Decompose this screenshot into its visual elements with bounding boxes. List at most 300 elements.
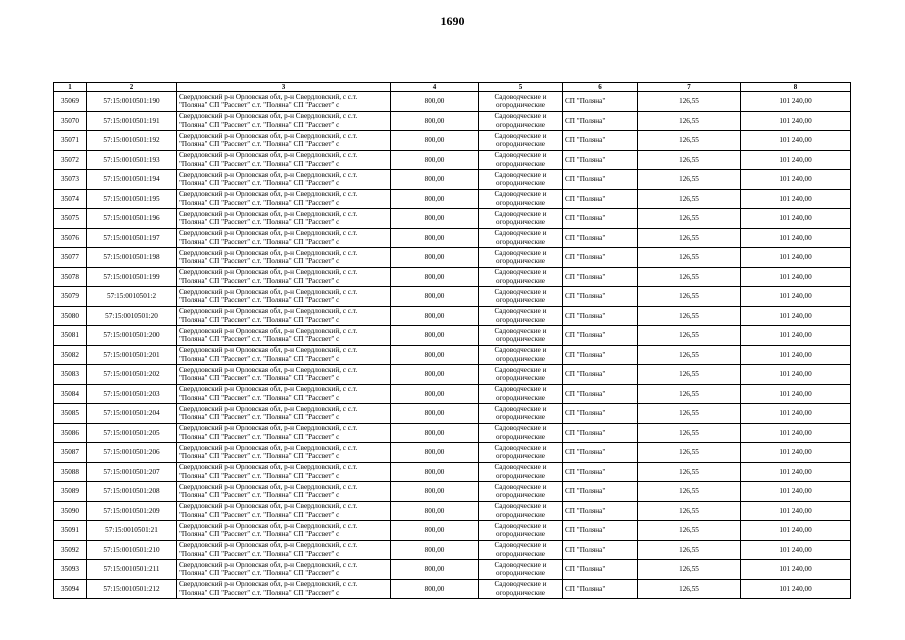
- address-line-2: "Поляна" СП "Рассвет" с.т. "Поляна" СП "Рассвет" с: [179, 120, 340, 129]
- address-cell: [177, 521, 391, 541]
- address-line-1: Свердловский р-н Орловская обл, р-н Свердловский, с с.т.: [179, 521, 358, 530]
- cadastral-number: 57:15:0010501:205: [87, 423, 177, 443]
- land-use-cell: [479, 267, 563, 287]
- land-use-cell: [479, 228, 563, 248]
- address-line-1: Свердловский р-н Орловская обл, р-н Свердловский, с с.т.: [179, 502, 358, 511]
- table-row: [54, 365, 851, 385]
- address-line-1: Свердловский р-н Орловская обл, р-н Свердловский, с с.т.: [179, 326, 358, 335]
- address-line-2: "Поляна" СП "Рассвет" с.т. "Поляна" СП "Рассвет" с: [179, 179, 340, 188]
- area-cell: 800,00: [391, 462, 479, 482]
- address-line-2: "Поляна" СП "Рассвет" с.т. "Поляна" СП "Рассвет" с: [179, 237, 340, 246]
- land-use-line-2: огороднические: [496, 198, 545, 207]
- cadastral-number: 57:15:0010501:196: [87, 209, 177, 229]
- land-use-line-1: Садоводческие и: [494, 92, 547, 101]
- land-use-cell: [479, 443, 563, 463]
- cadastral-number: 57:15:0010501:194: [87, 170, 177, 190]
- land-use-line-1: Садоводческие и: [494, 151, 547, 160]
- land-use-line-1: Садоводческие и: [494, 502, 547, 511]
- area-cell: 800,00: [391, 92, 479, 112]
- table-row: [54, 150, 851, 170]
- specific-value-cell: 126,55: [638, 170, 741, 190]
- land-use-line-1: Садоводческие и: [494, 326, 547, 335]
- owner-cell: СП "Поляна": [563, 345, 638, 365]
- owner-cell: СП "Поляна": [563, 579, 638, 599]
- address-cell: [177, 501, 391, 521]
- land-use-cell: [479, 384, 563, 404]
- owner-cell: СП "Поляна": [563, 326, 638, 346]
- row-number: 35085: [54, 404, 87, 424]
- cadastral-cost-cell: 101 240,00: [741, 443, 851, 463]
- specific-value-cell: 126,55: [638, 540, 741, 560]
- specific-value-cell: 126,55: [638, 462, 741, 482]
- cadastral-number: 57:15:0010501:193: [87, 150, 177, 170]
- address-line-1: Свердловский р-н Орловская обл, р-н Свердловский, с с.т.: [179, 463, 358, 472]
- cadastral-cost-cell: 101 240,00: [741, 111, 851, 131]
- address-line-1: Свердловский р-н Орловская обл, р-н Свердловский, с с.т.: [179, 268, 358, 277]
- land-use-line-1: Садоводческие и: [494, 404, 547, 413]
- row-number: 35089: [54, 482, 87, 502]
- land-use-line-2: огороднические: [496, 374, 545, 383]
- row-number: 35079: [54, 287, 87, 307]
- address-cell: [177, 248, 391, 268]
- land-use-line-1: Садоводческие и: [494, 209, 547, 218]
- land-use-cell: [479, 131, 563, 151]
- address-line-2: "Поляна" СП "Рассвет" с.т. "Поляна" СП "Рассвет" с: [179, 491, 340, 500]
- row-number: 35090: [54, 501, 87, 521]
- specific-value-cell: 126,55: [638, 111, 741, 131]
- land-use-cell: [479, 92, 563, 112]
- cadastral-number: 57:15:0010501:208: [87, 482, 177, 502]
- land-use-cell: [479, 189, 563, 209]
- row-number: 35092: [54, 540, 87, 560]
- cadastral-cost-cell: 101 240,00: [741, 384, 851, 404]
- table-row: [54, 404, 851, 424]
- row-number: 35076: [54, 228, 87, 248]
- table-row: [54, 228, 851, 248]
- column-header: 3: [177, 83, 391, 92]
- address-line-1: Свердловский р-н Орловская обл, р-н Свердловский, с с.т.: [179, 229, 358, 238]
- cadastral-cost-cell: 101 240,00: [741, 540, 851, 560]
- row-number: 35077: [54, 248, 87, 268]
- area-cell: 800,00: [391, 482, 479, 502]
- land-use-line-2: огороднические: [496, 120, 545, 129]
- address-line-1: Свердловский р-н Орловская обл, р-н Свердловский, с с.т.: [179, 443, 358, 452]
- land-register-table: [53, 82, 851, 599]
- address-cell: [177, 560, 391, 580]
- cadastral-number: 57:15:0010501:2: [87, 287, 177, 307]
- address-cell: [177, 345, 391, 365]
- address-line-2: "Поляна" СП "Рассвет" с.т. "Поляна" СП "Рассвет" с: [179, 354, 340, 363]
- land-use-line-1: Садоводческие и: [494, 268, 547, 277]
- cadastral-cost-cell: 101 240,00: [741, 462, 851, 482]
- owner-cell: СП "Поляна": [563, 404, 638, 424]
- address-line-1: Свердловский р-н Орловская обл, р-н Свердловский, с с.т.: [179, 424, 358, 433]
- land-use-line-1: Садоводческие и: [494, 131, 547, 140]
- owner-cell: СП "Поляна": [563, 384, 638, 404]
- area-cell: 800,00: [391, 287, 479, 307]
- address-line-1: Свердловский р-н Орловская обл, р-н Свердловский, с с.т.: [179, 385, 358, 394]
- cadastral-number: 57:15:0010501:190: [87, 92, 177, 112]
- cadastral-number: 57:15:0010501:210: [87, 540, 177, 560]
- table-row: [54, 267, 851, 287]
- land-use-line-1: Садоводческие и: [494, 463, 547, 472]
- address-cell: [177, 462, 391, 482]
- land-use-cell: [479, 248, 563, 268]
- owner-cell: СП "Поляна": [563, 111, 638, 131]
- land-use-line-2: огороднические: [496, 140, 545, 149]
- specific-value-cell: 126,55: [638, 579, 741, 599]
- address-line-2: "Поляна" СП "Рассвет" с.т. "Поляна" СП "Рассвет" с: [179, 471, 340, 480]
- table-row: [54, 560, 851, 580]
- address-line-1: Свердловский р-н Орловская обл, р-н Свердловский, с с.т.: [179, 92, 358, 101]
- address-cell: [177, 267, 391, 287]
- address-cell: [177, 579, 391, 599]
- row-number: 35074: [54, 189, 87, 209]
- cadastral-cost-cell: 101 240,00: [741, 189, 851, 209]
- cadastral-cost-cell: 101 240,00: [741, 365, 851, 385]
- area-cell: 800,00: [391, 267, 479, 287]
- cadastral-cost-cell: 101 240,00: [741, 404, 851, 424]
- cadastral-cost-cell: 101 240,00: [741, 501, 851, 521]
- address-line-1: Свердловский р-н Орловская обл, р-н Свердловский, с с.т.: [179, 131, 358, 140]
- land-use-line-1: Садоводческие и: [494, 385, 547, 394]
- specific-value-cell: 126,55: [638, 267, 741, 287]
- address-line-2: "Поляна" СП "Рассвет" с.т. "Поляна" СП "Рассвет" с: [179, 588, 340, 597]
- land-use-line-2: огороднические: [496, 413, 545, 422]
- address-cell: [177, 287, 391, 307]
- land-use-line-1: Садоводческие и: [494, 190, 547, 199]
- area-cell: 800,00: [391, 209, 479, 229]
- cadastral-number: 57:15:0010501:209: [87, 501, 177, 521]
- address-line-2: "Поляна" СП "Рассвет" с.т. "Поляна" СП "Рассвет" с: [179, 335, 340, 344]
- land-use-line-1: Садоводческие и: [494, 541, 547, 550]
- address-line-1: Свердловский р-н Орловская обл, р-н Свердловский, с с.т.: [179, 190, 358, 199]
- column-header: 6: [563, 83, 638, 92]
- row-number: 35072: [54, 150, 87, 170]
- specific-value-cell: 126,55: [638, 384, 741, 404]
- land-use-line-2: огороднические: [496, 432, 545, 441]
- address-line-1: Свердловский р-н Орловская обл, р-н Свердловский, с с.т.: [179, 541, 358, 550]
- cadastral-number: 57:15:0010501:197: [87, 228, 177, 248]
- specific-value-cell: 126,55: [638, 345, 741, 365]
- specific-value-cell: 126,55: [638, 404, 741, 424]
- land-use-cell: [479, 579, 563, 599]
- row-number: 35080: [54, 306, 87, 326]
- land-use-line-2: огороднические: [496, 588, 545, 597]
- land-use-cell: [479, 170, 563, 190]
- address-line-2: "Поляна" СП "Рассвет" с.т. "Поляна" СП "Рассвет" с: [179, 432, 340, 441]
- address-line-2: "Поляна" СП "Рассвет" с.т. "Поляна" СП "Рассвет" с: [179, 296, 340, 305]
- row-number: 35094: [54, 579, 87, 599]
- row-number: 35083: [54, 365, 87, 385]
- row-number: 35087: [54, 443, 87, 463]
- land-use-cell: [479, 345, 563, 365]
- land-use-line-1: Садоводческие и: [494, 170, 547, 179]
- specific-value-cell: 126,55: [638, 443, 741, 463]
- specific-value-cell: 126,55: [638, 560, 741, 580]
- column-header: 7: [638, 83, 741, 92]
- area-cell: 800,00: [391, 365, 479, 385]
- land-use-line-2: огороднические: [496, 159, 545, 168]
- address-line-2: "Поляна" СП "Рассвет" с.т. "Поляна" СП "Рассвет" с: [179, 393, 340, 402]
- owner-cell: СП "Поляна": [563, 189, 638, 209]
- row-number: 35070: [54, 111, 87, 131]
- area-cell: 800,00: [391, 228, 479, 248]
- land-use-line-2: огороднические: [496, 315, 545, 324]
- address-line-1: Свердловский р-н Орловская обл, р-н Свердловский, с с.т.: [179, 560, 358, 569]
- row-number: 35086: [54, 423, 87, 443]
- area-cell: 800,00: [391, 248, 479, 268]
- cadastral-cost-cell: 101 240,00: [741, 267, 851, 287]
- cadastral-cost-cell: 101 240,00: [741, 306, 851, 326]
- area-cell: 800,00: [391, 384, 479, 404]
- row-number: 35069: [54, 92, 87, 112]
- address-line-1: Свердловский р-н Орловская обл, р-н Свердловский, с с.т.: [179, 580, 358, 589]
- address-line-1: Свердловский р-н Орловская обл, р-н Свердловский, с с.т.: [179, 346, 358, 355]
- specific-value-cell: 126,55: [638, 501, 741, 521]
- land-use-line-1: Садоводческие и: [494, 521, 547, 530]
- column-header: 4: [391, 83, 479, 92]
- land-use-line-1: Садоводческие и: [494, 248, 547, 257]
- area-cell: 800,00: [391, 326, 479, 346]
- address-line-2: "Поляна" СП "Рассвет" с.т. "Поляна" СП "Рассвет" с: [179, 569, 340, 578]
- table-row: [54, 248, 851, 268]
- row-number: 35091: [54, 521, 87, 541]
- address-line-2: "Поляна" СП "Рассвет" с.т. "Поляна" СП "Рассвет" с: [179, 140, 340, 149]
- land-use-line-2: огороднические: [496, 237, 545, 246]
- land-use-cell: [479, 462, 563, 482]
- specific-value-cell: 126,55: [638, 521, 741, 541]
- specific-value-cell: 126,55: [638, 287, 741, 307]
- column-header: 1: [54, 83, 87, 92]
- land-use-line-2: огороднические: [496, 569, 545, 578]
- row-number: 35071: [54, 131, 87, 151]
- address-line-1: Свердловский р-н Орловская обл, р-н Свердловский, с с.т.: [179, 365, 358, 374]
- column-header: 5: [479, 83, 563, 92]
- area-cell: 800,00: [391, 189, 479, 209]
- address-cell: [177, 326, 391, 346]
- row-number: 35093: [54, 560, 87, 580]
- land-use-line-2: огороднические: [496, 218, 545, 227]
- land-use-line-1: Садоводческие и: [494, 443, 547, 452]
- land-use-line-1: Садоводческие и: [494, 307, 547, 316]
- cadastral-cost-cell: 101 240,00: [741, 579, 851, 599]
- table-row: [54, 423, 851, 443]
- cadastral-number: 57:15:0010501:212: [87, 579, 177, 599]
- table-row: [54, 462, 851, 482]
- cadastral-number: 57:15:0010501:21: [87, 521, 177, 541]
- land-use-cell: [479, 540, 563, 560]
- column-header: 2: [87, 83, 177, 92]
- land-use-line-2: огороднические: [496, 101, 545, 110]
- area-cell: 800,00: [391, 423, 479, 443]
- address-cell: [177, 404, 391, 424]
- area-cell: 800,00: [391, 345, 479, 365]
- specific-value-cell: 126,55: [638, 189, 741, 209]
- cadastral-cost-cell: 101 240,00: [741, 345, 851, 365]
- area-cell: 800,00: [391, 501, 479, 521]
- owner-cell: СП "Поляна": [563, 170, 638, 190]
- owner-cell: СП "Поляна": [563, 131, 638, 151]
- cadastral-number: 57:15:0010501:201: [87, 345, 177, 365]
- address-line-2: "Поляна" СП "Рассвет" с.т. "Поляна" СП "Рассвет" с: [179, 276, 340, 285]
- land-use-line-1: Садоводческие и: [494, 482, 547, 491]
- land-use-line-1: Садоводческие и: [494, 229, 547, 238]
- land-use-cell: [479, 501, 563, 521]
- land-use-line-2: огороднические: [496, 276, 545, 285]
- row-number: 35088: [54, 462, 87, 482]
- address-line-1: Свердловский р-н Орловская обл, р-н Свердловский, с с.т.: [179, 151, 358, 160]
- cadastral-cost-cell: 101 240,00: [741, 287, 851, 307]
- land-use-line-1: Садоводческие и: [494, 424, 547, 433]
- table-row: [54, 209, 851, 229]
- land-use-line-2: огороднические: [496, 549, 545, 558]
- row-number: 35081: [54, 326, 87, 346]
- address-line-2: "Поляна" СП "Рассвет" с.т. "Поляна" СП "Рассвет" с: [179, 530, 340, 539]
- land-use-line-2: огороднические: [496, 393, 545, 402]
- address-cell: [177, 92, 391, 112]
- specific-value-cell: 126,55: [638, 92, 741, 112]
- cadastral-cost-cell: 101 240,00: [741, 326, 851, 346]
- land-use-cell: [479, 560, 563, 580]
- cadastral-cost-cell: 101 240,00: [741, 131, 851, 151]
- row-number: 35078: [54, 267, 87, 287]
- address-cell: [177, 384, 391, 404]
- address-cell: [177, 209, 391, 229]
- table-row: [54, 384, 851, 404]
- land-use-cell: [479, 287, 563, 307]
- area-cell: 800,00: [391, 404, 479, 424]
- land-use-line-2: огороднические: [496, 335, 545, 344]
- address-line-2: "Поляна" СП "Рассвет" с.т. "Поляна" СП "Рассвет" с: [179, 510, 340, 519]
- address-line-1: Свердловский р-н Орловская обл, р-н Свердловский, с с.т.: [179, 209, 358, 218]
- table-row: [54, 131, 851, 151]
- land-use-line-1: Садоводческие и: [494, 580, 547, 589]
- cadastral-cost-cell: 101 240,00: [741, 150, 851, 170]
- land-use-cell: [479, 150, 563, 170]
- owner-cell: СП "Поляна": [563, 287, 638, 307]
- table-row: [54, 579, 851, 599]
- address-line-1: Свердловский р-н Орловская обл, р-н Свердловский, с с.т.: [179, 112, 358, 121]
- land-use-line-2: огороднические: [496, 471, 545, 480]
- land-use-cell: [479, 111, 563, 131]
- land-use-cell: [479, 306, 563, 326]
- page-number: 1690: [440, 14, 465, 28]
- area-cell: 800,00: [391, 540, 479, 560]
- cadastral-number: 57:15:0010501:203: [87, 384, 177, 404]
- cadastral-cost-cell: 101 240,00: [741, 209, 851, 229]
- area-cell: 800,00: [391, 579, 479, 599]
- specific-value-cell: 126,55: [638, 306, 741, 326]
- row-number: 35075: [54, 209, 87, 229]
- address-cell: [177, 150, 391, 170]
- address-line-2: "Поляна" СП "Рассвет" с.т. "Поляна" СП "Рассвет" с: [179, 159, 340, 168]
- address-line-2: "Поляна" СП "Рассвет" с.т. "Поляна" СП "Рассвет" с: [179, 549, 340, 558]
- address-cell: [177, 131, 391, 151]
- area-cell: 800,00: [391, 306, 479, 326]
- specific-value-cell: 126,55: [638, 482, 741, 502]
- address-cell: [177, 228, 391, 248]
- table-row: [54, 521, 851, 541]
- cadastral-cost-cell: 101 240,00: [741, 521, 851, 541]
- cadastral-cost-cell: 101 240,00: [741, 560, 851, 580]
- area-cell: 800,00: [391, 443, 479, 463]
- address-cell: [177, 170, 391, 190]
- land-use-cell: [479, 326, 563, 346]
- address-cell: [177, 443, 391, 463]
- address-line-1: Свердловский р-н Орловская обл, р-н Свердловский, с с.т.: [179, 248, 358, 257]
- area-cell: 800,00: [391, 170, 479, 190]
- area-cell: 800,00: [391, 150, 479, 170]
- owner-cell: СП "Поляна": [563, 209, 638, 229]
- area-cell: 800,00: [391, 131, 479, 151]
- owner-cell: СП "Поляна": [563, 423, 638, 443]
- cadastral-number: 57:15:0010501:204: [87, 404, 177, 424]
- land-use-line-2: огороднические: [496, 179, 545, 188]
- land-use-line-1: Садоводческие и: [494, 346, 547, 355]
- cadastral-cost-cell: 101 240,00: [741, 248, 851, 268]
- owner-cell: СП "Поляна": [563, 150, 638, 170]
- land-use-line-1: Садоводческие и: [494, 287, 547, 296]
- cadastral-number: 57:15:0010501:192: [87, 131, 177, 151]
- table-row: [54, 306, 851, 326]
- land-use-line-2: огороднические: [496, 452, 545, 461]
- row-number: 35084: [54, 384, 87, 404]
- land-use-line-1: Садоводческие и: [494, 365, 547, 374]
- specific-value-cell: 126,55: [638, 248, 741, 268]
- table-row: [54, 111, 851, 131]
- cadastral-cost-cell: 101 240,00: [741, 423, 851, 443]
- owner-cell: СП "Поляна": [563, 92, 638, 112]
- row-number: 35082: [54, 345, 87, 365]
- address-line-1: Свердловский р-н Орловская обл, р-н Свердловский, с с.т.: [179, 307, 358, 316]
- table-row: [54, 443, 851, 463]
- address-line-2: "Поляна" СП "Рассвет" с.т. "Поляна" СП "Рассвет" с: [179, 198, 340, 207]
- column-header: 8: [741, 83, 851, 92]
- address-cell: [177, 540, 391, 560]
- address-cell: [177, 482, 391, 502]
- address-line-2: "Поляна" СП "Рассвет" с.т. "Поляна" СП "Рассвет" с: [179, 218, 340, 227]
- area-cell: 800,00: [391, 111, 479, 131]
- owner-cell: СП "Поляна": [563, 443, 638, 463]
- table-row: [54, 170, 851, 190]
- cadastral-cost-cell: 101 240,00: [741, 170, 851, 190]
- cadastral-number: 57:15:0010501:198: [87, 248, 177, 268]
- row-number: 35073: [54, 170, 87, 190]
- cadastral-number: 57:15:0010501:206: [87, 443, 177, 463]
- table-row: [54, 287, 851, 307]
- table-row: [54, 189, 851, 209]
- address-line-2: "Поляна" СП "Рассвет" с.т. "Поляна" СП "Рассвет" с: [179, 257, 340, 266]
- cadastral-number: 57:15:0010501:202: [87, 365, 177, 385]
- specific-value-cell: 126,55: [638, 423, 741, 443]
- specific-value-cell: 126,55: [638, 365, 741, 385]
- address-line-1: Свердловский р-н Орловская обл, р-н Свердловский, с с.т.: [179, 482, 358, 491]
- table-row: [54, 540, 851, 560]
- cadastral-number: 57:15:0010501:191: [87, 111, 177, 131]
- owner-cell: СП "Поляна": [563, 521, 638, 541]
- address-line-2: "Поляна" СП "Рассвет" с.т. "Поляна" СП "Рассвет" с: [179, 452, 340, 461]
- address-cell: [177, 423, 391, 443]
- cadastral-number: 57:15:0010501:199: [87, 267, 177, 287]
- address-line-2: "Поляна" СП "Рассвет" с.т. "Поляна" СП "Рассвет" с: [179, 315, 340, 324]
- table-row: [54, 326, 851, 346]
- address-line-2: "Поляна" СП "Рассвет" с.т. "Поляна" СП "Рассвет" с: [179, 374, 340, 383]
- cadastral-number: 57:15:0010501:207: [87, 462, 177, 482]
- table-row: [54, 501, 851, 521]
- land-use-line-2: огороднические: [496, 491, 545, 500]
- owner-cell: СП "Поляна": [563, 501, 638, 521]
